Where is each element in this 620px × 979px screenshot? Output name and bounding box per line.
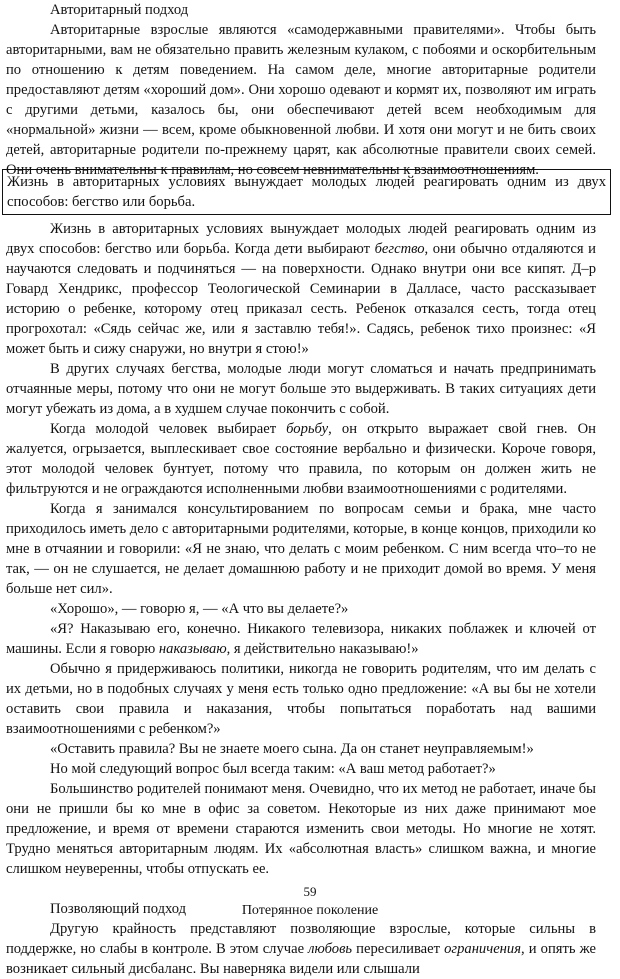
text-run: , и опять же возникает сильный дисбаланс. Вы наверняка видели или слышали xyxy=(6,941,596,977)
section-heading: Позволяющий подход xyxy=(50,901,187,917)
section-fight-flight xyxy=(6,219,596,979)
emphasis: любовь xyxy=(308,941,353,957)
text-run: , они обычно отдаляются и научаются следовать и подчиняться — на поверхности. Однако внутри они все кипят. Д–р Говард Хендрикс, профессор Теологической Семинарии в Далласе, часто рассказывает историю о ребенке, которому отец приказал сесть. Ребенок отказался сесть, тогда отец прогрохотал: «Сядь сейчас же, или я заставлю тебя!». Садясь, ребенок тихо произнес: «Я может быть и сижу снаружи, но внутри я стою!» xyxy=(6,241,596,357)
emphasis: бегство xyxy=(374,241,425,257)
paragraph: В других случаях бегства, молодые люди могут сломаться и начать предпринимать отчаянные меры, потому что они не могут больше это выдерживать. В таких ситуациях дети могут убежать из дома, а в худшем случае покончить с собой. xyxy=(6,361,596,417)
book-title: Потерянное поколение xyxy=(241,903,379,918)
paragraph: Авторитарные взрослые являются «самодержавными правителями». Чтобы быть авторитарными, вам не обязательно править железным кулаком, с побоями и оскорбительным по отношению к детям поведением. На самом деле, многие авторитарные родители предоставляют детям «хороший дом». Они хорошо одевают и кормят их, позволяют им играть с другими детьми, казалось бы, они обеспечивают детей всем необходимым для «нормальной» жизни — всем, кроме обыкновенной любви. И хотя они могут и не бить своих детей, авторитарные родители по-прежнему царят, как абсолютные правители своих семей. Они очень внимательны к правилам, но совсем невнимательны к взаимоотношениям. xyxy=(6,22,596,178)
paragraph: Большинство родителей понимают меня. Очевидно, что их метод не работает, иначе бы они не пришли бы ко мне в офис за советом. Некоторые из них даже принимают мое предложение, и время от времени стараются изменить свои методы. Но многие не хотят. Трудно меняться авторитарным людям. Их «абсолютная власть» слишком важна, и многие слишком неуверенны, чтобы отпускать ее. xyxy=(6,781,596,877)
paragraph xyxy=(6,419,596,499)
section-heading: Авторитарный подход xyxy=(50,2,189,18)
paragraph: Но мой следующий вопрос был всегда таким: «А ваш метод работает?» xyxy=(50,761,496,777)
emphasis: борьбу xyxy=(286,421,329,437)
text-run: Жизнь в авторитарных условиях вынуждает молодых людей реагировать одним из двух способов: бегство или борьба. Когда дети выбирают xyxy=(6,221,596,257)
emphasis: наказываю xyxy=(158,641,227,657)
paragraph: Обычно я придерживаюсь политики, никогда не говорить родителям, что им делать с их детьми, но в подобных случаях у меня есть только одно предложение: «А вы бы не хотели оставить свои правила и наказания, чтобы попытаться поработать над вашими взаимоотношениями с ребенком?» xyxy=(6,661,596,737)
text-run: «Я? Наказываю его, конечно. Никакого телевизора, никаких поблажек и ключей от машины. Если я говорю xyxy=(6,621,596,657)
section-authoritarian xyxy=(6,0,596,180)
paragraph: «Оставить правила? Вы не знаете моего сына. Да он станет неуправляемым!» xyxy=(50,741,534,757)
paragraph: «Хорошо», — говорю я, — «А что вы делаете?» xyxy=(50,601,349,617)
text-run: Когда молодой человек выбирает xyxy=(50,421,287,437)
page-number: 59 xyxy=(303,884,317,899)
callout-box: Жизнь в авторитарных условиях вынуждает молодых людей реагировать одним из двух способов: бегство или борьба. xyxy=(2,169,611,215)
text-run: , я действительно наказываю!» xyxy=(226,641,419,657)
paragraph xyxy=(6,219,596,359)
text-run: пересиливает xyxy=(352,941,445,957)
text-run: Другую крайность представляют позволяющие взрослые, которые сильны в поддержке, но слабы в контроле. В этом случае xyxy=(6,921,596,957)
paragraph xyxy=(6,919,596,979)
paragraph xyxy=(6,619,596,659)
text-run: , он открыто выражает свой гнев. Он жалуется, огрызается, выплескивает свое состояние вербально и физически. Короче говоря, этот молодой человек бунтует, потому что правила, по которым он должен жить не фильтруются и не ограждаются исполненными любви взаимоотношениями с родителями. xyxy=(6,421,596,497)
emphasis: ограничения xyxy=(444,941,521,957)
paragraph: Когда я занимался консультированием по вопросам семьи и брака, мне часто приходилось иметь дело с авторитарными родителями, которые, в конце концов, приходили ко мне в отчаянии и говорили: «Я не знаю, что делать с моим ребенком. С ним всегда что–то не так, — он не слушается, не делает домашнюю работу и не приходит домой во время. У меня больше нет сил». xyxy=(6,501,596,597)
